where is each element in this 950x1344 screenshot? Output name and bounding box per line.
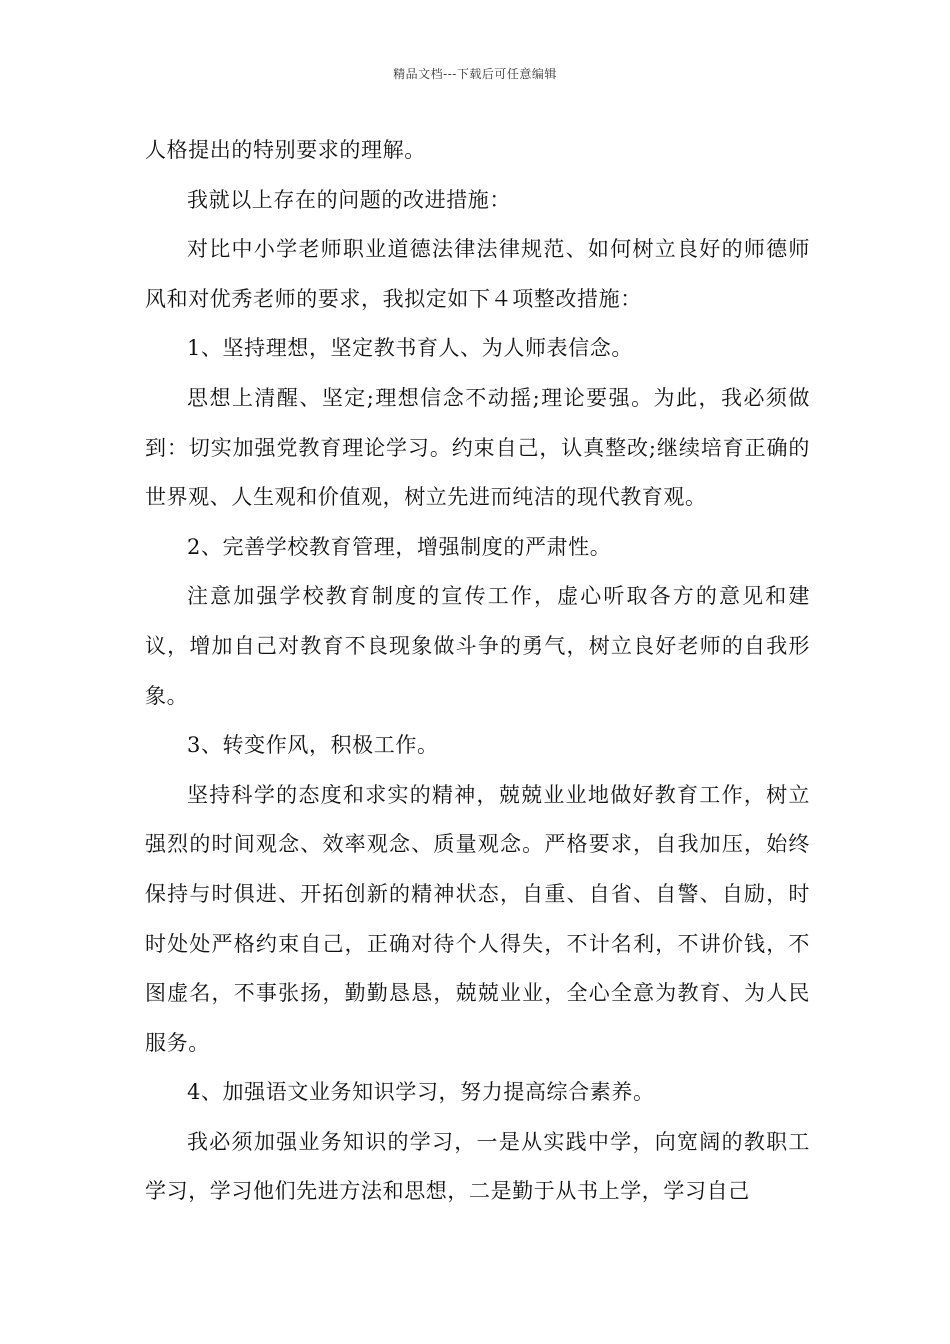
paragraph-measure-1-body: 思想上清醒、坚定;理想信念不动摇;理论要强。为此，我必须做到：切实加强党教育理论学习。约束自己，认真整改;继续培育正确的世界观、人生观和价值观，树立先进而纯洁的现代教育观。 <box>145 385 810 510</box>
heading-measure-4: 4、加强语文业务知识学习，努力提高综合素养。 <box>187 1080 655 1105</box>
paragraph-measure-2-body: 注意加强学校教育制度的宣传工作，虚心听取各方的意见和建议，增加自己对教育不良现象做斗争的勇气，树立良好老师的自我形象。 <box>145 584 810 708</box>
paragraph-improvement-intro: 我就以上存在的问题的改进措施： <box>187 187 511 212</box>
heading-measure-1: 1、坚持理想，坚定教书育人、为人师表信念。 <box>187 336 633 361</box>
page-header: 精品文档---下载后可任意编辑 <box>393 67 557 81</box>
document-body <box>145 126 810 1217</box>
heading-measure-2: 2、完善学校教育管理，增强制度的严肃性。 <box>187 534 612 559</box>
heading-measure-3: 3、转变作风，积极工作。 <box>187 733 439 758</box>
paragraph-measure-3-body: 坚持科学的态度和求实的精神，兢兢业业地做好教育工作，树立强烈的时间观念、效率观念、质量观念。严格要求，自我加压，始终保持与时俱进、开拓创新的精神状态，自重、自省、自警、自励，时时处处严格约束自己，正确对待个人得失，不计名利，不讲价钱，不图虚名，不事张扬，勤勤恳恳，兢兢业业，全心全意为教育、为人民服务。 <box>145 782 810 1055</box>
paragraph-measures-overview: 对比中小学老师职业道德法律法律规范、如何树立良好的师德师风和对优秀老师的要求，我拟定如下４项整改措施： <box>145 237 810 311</box>
paragraph-continuation: 人格提出的特别要求的理解。 <box>145 138 426 162</box>
paragraph-measure-4-body: 我必须加强业务知识的学习，一是从实践中学，向宽阔的教职工学习，学习他们先进方法和思想，二是勤于从书上学，学习自己 <box>145 1129 810 1204</box>
